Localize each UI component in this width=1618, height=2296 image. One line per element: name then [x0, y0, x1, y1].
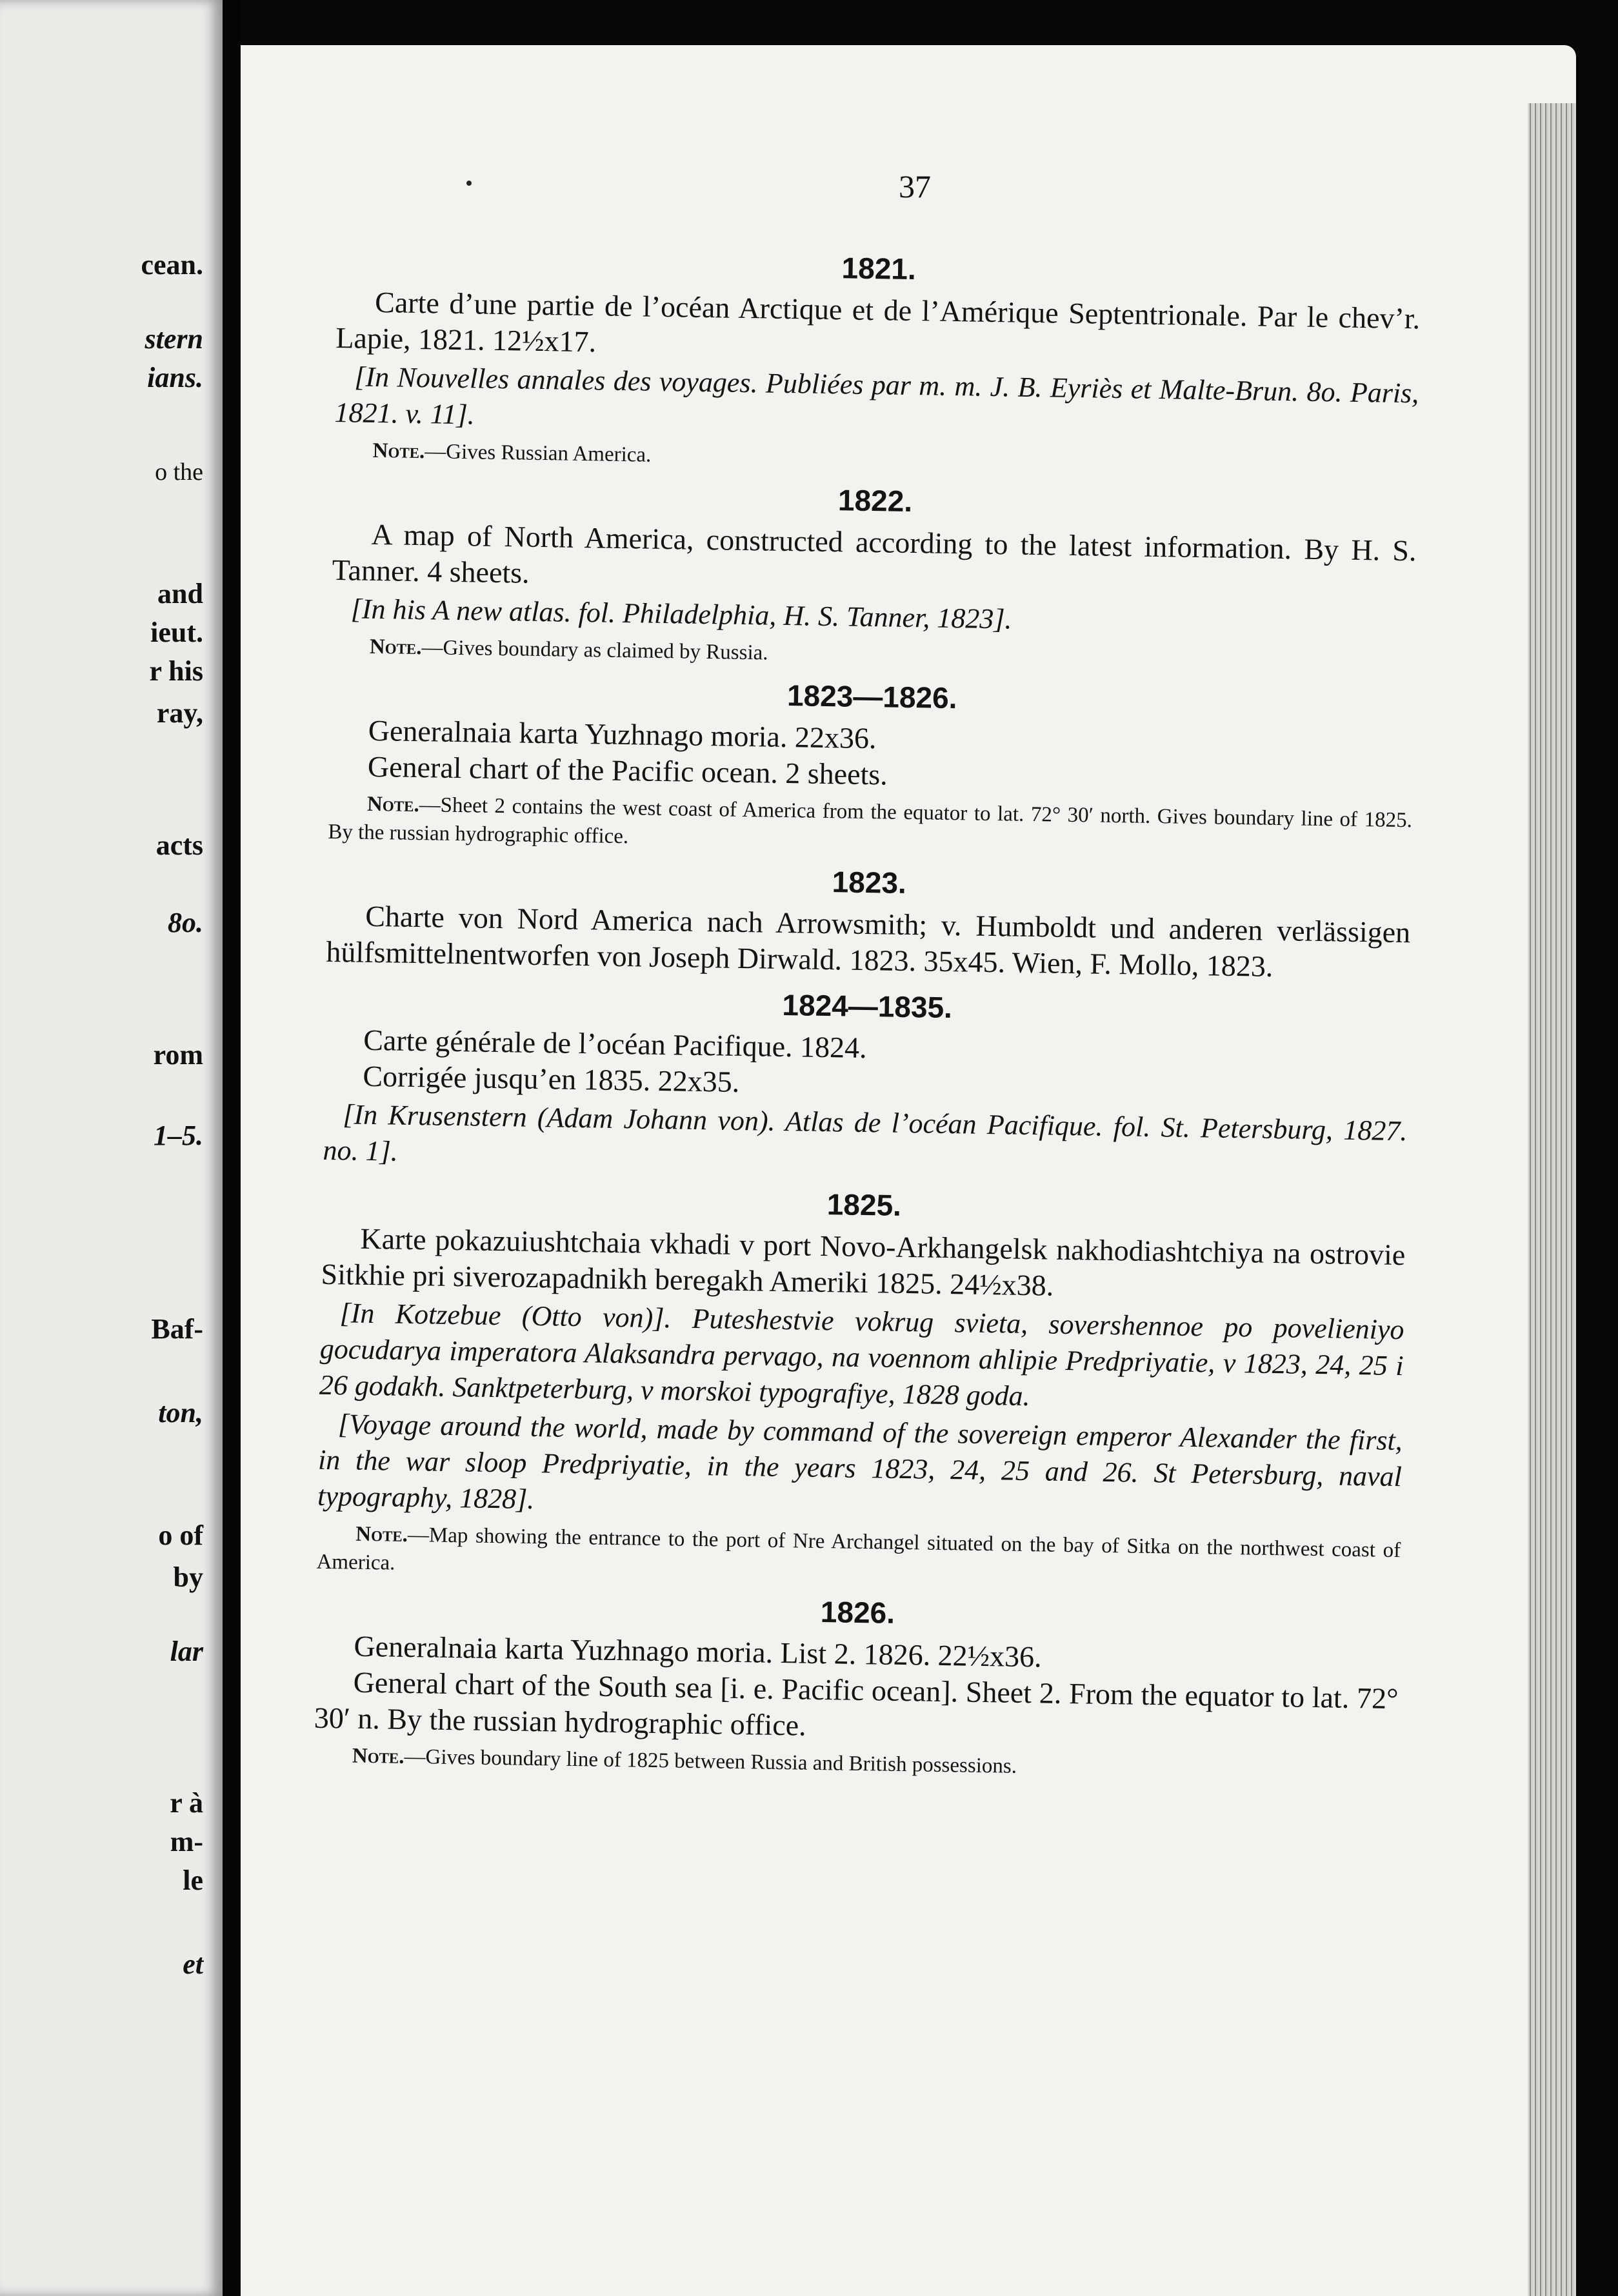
- page-number: 37: [899, 168, 931, 204]
- note-label: Note.: [372, 439, 425, 464]
- left-page-fragment: rom: [153, 1039, 203, 1071]
- right-page: [241, 45, 1576, 2296]
- note-text: —Map showing the entrance to the port of Nre Archangel situated on the bay of Sitka on the northwest coast of America.: [316, 1523, 1401, 1575]
- note-label: Note.: [369, 635, 422, 660]
- note: [316, 1519, 1401, 1593]
- entry-text: Carte générale de l’océan Pacifique. 1824.: [363, 1023, 868, 1065]
- left-page-fragment: r à: [170, 1787, 203, 1819]
- left-page: [0, 0, 223, 2296]
- section-1824-1835: [323, 980, 1409, 1185]
- section-1825: [316, 1179, 1406, 1593]
- section-year: 1823.: [832, 865, 907, 900]
- note-label: Note.: [366, 792, 420, 817]
- note-label: Note.: [355, 1522, 408, 1547]
- left-page-fragment: ieut.: [150, 617, 203, 648]
- citation: [In Kotzebue (Otto von)]. Puteshestvie vokrug svieta, sovershennoe po povelieniyo gocudarya imperatora Alaksandra pervago, na voennom ahlipie Predpriyatie, v 1823, 24, 25 i 26 godakh. Sanktpeterburg, v morskoi typografiye, 1828 goda.: [319, 1297, 1404, 1412]
- entry-text: Karte pokazuiushtchaia vkhadi v port Novo-Arkhangelsk nakhodiashtchiya na ostrovie Sitkhie pri siverozapadnikh beregakh Ameriki 1825. 24½x38.: [321, 1222, 1406, 1302]
- section-year: 1822.: [837, 483, 913, 519]
- entry-text: A map of North America, constructed according to the latest information. By H. S. Tanner. 4 sheets.: [332, 517, 1417, 589]
- note-text: —Sheet 2 contains the west coast of America from the equator to lat. 72° 30′ north. Gives boundary line of 1825. By the russian hydrographic office.: [328, 793, 1413, 849]
- section-1823: [326, 856, 1412, 987]
- left-page-fragment: and: [157, 578, 203, 609]
- book-gutter: [223, 0, 241, 2296]
- section-year: 1825.: [826, 1187, 902, 1222]
- note-label: Note.: [352, 1744, 404, 1768]
- left-page-fragment: ton,: [158, 1397, 203, 1429]
- left-page-fragment: m-: [170, 1826, 203, 1857]
- note-text: —Gives boundary line of 1825 between Russia and British possessions.: [404, 1745, 1017, 1778]
- left-page-fragment: et: [183, 1948, 203, 1980]
- left-page-fragment: acts: [155, 829, 203, 861]
- left-page-fragment: by: [173, 1561, 203, 1593]
- page-content: [313, 232, 1421, 1789]
- entry-text: Generalnaia karta Yuzhnago moria. List 2. 1826. 22½x36.: [354, 1629, 1043, 1674]
- section-year: 1821.: [841, 251, 917, 286]
- entry-text: General chart of the Pacific ocean. 2 sheets.: [367, 749, 888, 791]
- page-edges: [1528, 103, 1576, 2296]
- note-text: —Gives boundary as claimed by Russia.: [421, 636, 768, 665]
- left-page-fragment: 1–5.: [154, 1120, 203, 1151]
- left-page-fragment: r his: [149, 655, 203, 687]
- section-year: 1826.: [820, 1595, 895, 1630]
- entry-text: Corrigée jusqu’en 1835. 22x35.: [363, 1059, 740, 1098]
- left-page-fragment: ray,: [156, 697, 203, 729]
- left-page-fragment: stern: [145, 323, 203, 355]
- left-page-fragment: cean.: [141, 249, 203, 281]
- note: [328, 789, 1412, 863]
- left-page-fragment: lar: [170, 1636, 203, 1667]
- note-text: —Gives Russian America.: [424, 440, 652, 467]
- section-year: 1824—1835.: [782, 987, 953, 1025]
- section-1823-1826: [328, 671, 1414, 863]
- left-page-fragment: o the: [155, 459, 203, 486]
- entry-text: Charte von Nord America nach Arrowsmith; v. Humboldt und anderen verlässigen hülfsmittelnentworfen von Joseph Dirwald. 1823. 35x45. Wien, F. Mollo, 1823.: [326, 899, 1411, 983]
- left-page-fragment: Baf-: [151, 1313, 203, 1345]
- entry-text: Carte d’une partie de l’océan Arctique et de l’Amérique Septentrionale. Par le chev’r. Lapie, 1821. 12½x17.: [335, 285, 1421, 359]
- entry-text: Generalnaia karta Yuzhnago moria. 22x36.: [368, 713, 877, 755]
- section-1821: [334, 242, 1421, 481]
- left-page-fragment: le: [183, 1865, 203, 1896]
- section-year: 1823—1826.: [786, 678, 957, 715]
- citation: [In his A new atlas. fol. Philadelphia, H. S. Tanner, 1823].: [350, 593, 1012, 635]
- left-page-fragment: o of: [158, 1519, 203, 1551]
- ink-dot: [466, 181, 472, 186]
- left-page-fragment: ians.: [147, 362, 203, 393]
- left-page-fragment: 8o.: [168, 907, 203, 938]
- section-1822: [331, 475, 1417, 677]
- citation: [In Nouvelles annales des voyages. Publiées par m. m. J. B. Eyriès et Malte-Brun. 8o. Paris, 1821. v. 11].: [334, 361, 1419, 431]
- section-1826: [314, 1587, 1400, 1786]
- citation: [In Krusenstern (Adam Johann von). Atlas de l’océan Pacifique. fol. St. Petersburg, 1827. no. 1].: [323, 1098, 1408, 1167]
- citation: [Voyage around the world, made by command of the sovereign emperor Alexander the first, in the war sloop Predpriyatie, in the years 1823, 24, 25 and 26. St Petersburg, naval typography, 1828].: [317, 1408, 1403, 1516]
- entry-text: General chart of the South sea [i. e. Pacific ocean]. Sheet 2. From the equator to lat. 72° 30′ n. By the russian hydrographic office.: [314, 1665, 1399, 1742]
